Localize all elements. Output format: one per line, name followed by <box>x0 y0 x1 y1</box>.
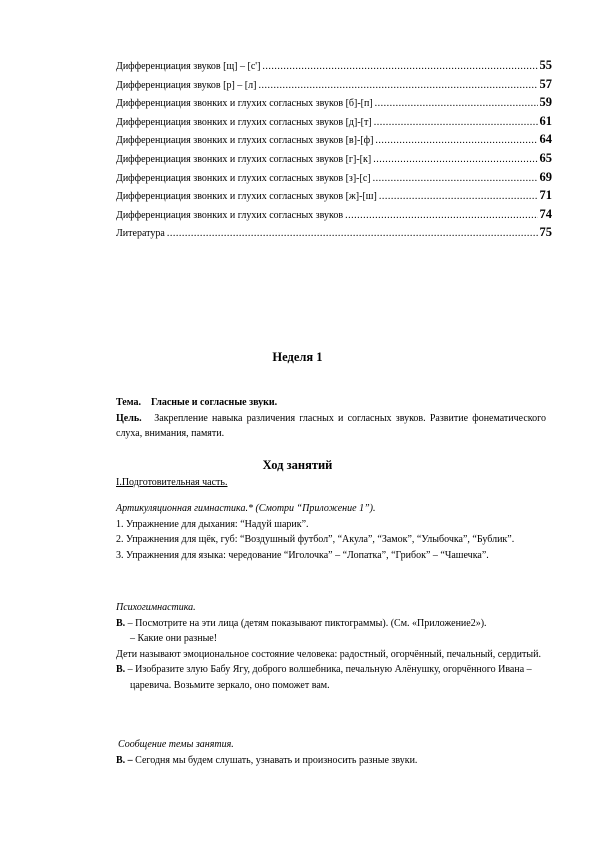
toc-entry-title: Дифференциация звуков [р] – [л] <box>116 79 257 91</box>
toc-entry <box>116 225 552 244</box>
theme-goal-block <box>116 395 546 442</box>
toc-entry <box>116 170 552 189</box>
psychogymnastics-block <box>116 600 546 693</box>
toc-entry-page: 64 <box>539 132 552 147</box>
toc-entry <box>116 114 552 133</box>
theme-line <box>116 395 546 411</box>
toc-entry-title: Дифференциация звонких и глухих согласных звуков [з]-[с] <box>116 172 371 184</box>
toc-leader-dots <box>379 191 538 202</box>
toc-entry-page: 61 <box>539 113 552 128</box>
toc-entry-page: 74 <box>539 206 552 221</box>
theme-label: Тема. <box>116 397 141 408</box>
toc-leader-dots <box>258 80 537 91</box>
toc-entry-title: Дифференциация звонких и глухих согласных звуков [ж]-[ш] <box>116 191 377 203</box>
toc-entry-page: 71 <box>539 188 552 203</box>
articulation-item: 2. Упражнения для щёк, губ: “Воздушный футбол”, “Акула”, “Замок”, “Улыбочка”, “Бублик”. <box>116 534 515 545</box>
psycho-paragraph-2: Дети называют эмоциональное состояние человека: радостный, огорчённый, печальный, сердитый. <box>116 648 541 660</box>
message-line <box>116 753 546 769</box>
toc-entry-page: 59 <box>539 95 552 110</box>
toc-entry <box>116 188 552 207</box>
toc-entry <box>116 151 552 170</box>
toc-entry <box>116 132 552 151</box>
articulation-block <box>116 501 546 563</box>
toc-entry-page: 75 <box>539 225 552 240</box>
toc-entry-title: Дифференциация звонких и глухих согласных звуков [г]-[к] <box>116 153 372 165</box>
toc-entry-title: Дифференциация звонких и глухих согласных звуков [в]-[ф] <box>116 135 374 147</box>
toc-entry <box>116 207 552 226</box>
week-title: Неделя 1 <box>272 350 323 364</box>
toc-entry-title: Дифференциация звонких и глухих согласных звуков [д]-[т] <box>116 116 372 128</box>
psycho-paragraph-3 <box>116 662 546 693</box>
toc-entry <box>116 77 552 96</box>
part1-block <box>116 475 546 491</box>
articulation-item: 1. Упражнение для дыхания: “Надуй шарик”. <box>116 518 309 530</box>
toc-leader-dots <box>373 173 538 184</box>
toc-leader-dots <box>345 210 537 221</box>
toc-leader-dots <box>375 98 538 109</box>
part1-title: I.Подготовительная часть. <box>116 477 228 488</box>
toc-leader-dots <box>374 117 538 128</box>
teacher-label: В. <box>116 617 126 629</box>
psycho-p3-text: – Изобразите злую Бабу Ягу, доброго волшебника, печальную Алёнушку, огорчённого Ивана – царевича. Возьмите зеркало, оно поможет вам. <box>125 664 532 691</box>
toc-entry-title: Дифференциация звонких и глухих согласных звуков [б]-[п] <box>116 98 373 110</box>
psycho-paragraph-1 <box>116 616 546 632</box>
toc-entry-page: 69 <box>539 169 552 184</box>
toc-entry-title: Дифференциация звонких и глухих согласных звуков <box>116 209 344 221</box>
psycho-p1-text: – Посмотрите на эти лица (детям показывают пиктограммы). (См. «Приложение2»). <box>125 617 487 629</box>
toc-entry-title: Дифференциация звуков [щ] – [с'] <box>116 61 261 72</box>
teacher-label: В. – <box>116 754 133 766</box>
message-title: Сообщение темы занятия. <box>118 739 234 750</box>
message-text: Сегодня мы будем слушать, узнавать и произносить разные звуки. <box>132 754 418 766</box>
toc-entry <box>116 95 552 114</box>
toc-leader-dots <box>262 61 537 72</box>
lesson-heading: Ход занятий <box>262 458 333 472</box>
toc-entry <box>116 58 552 77</box>
theme-text: Гласные и согласные звуки. <box>150 397 278 408</box>
toc-entry-page: 65 <box>539 150 552 165</box>
message-block <box>116 737 546 768</box>
goal-line <box>116 411 546 442</box>
teacher-label: В. <box>116 664 126 675</box>
articulation-title: Артикуляционная гимнастика.* (Смотри “Приложение 1”). <box>116 503 376 514</box>
goal-label: Цель. <box>116 412 142 424</box>
toc-entry-page: 57 <box>539 76 552 91</box>
toc-entry-page: 55 <box>539 58 552 72</box>
psycho-title: Психогимнастика. <box>116 602 196 613</box>
table-of-contents <box>116 58 552 244</box>
goal-text: Закрепление навыка различения гласных и согласных звуков. Развитие фонематического слуха, внимания, памяти. <box>116 412 546 439</box>
toc-leader-dots <box>373 154 537 165</box>
toc-entry-title: Литература <box>116 228 165 240</box>
toc-leader-dots <box>375 135 537 146</box>
articulation-item: 3. Упражнения для языка: чередование “Иголочка” – “Лопатка”, “Грибок” – “Чашечка”. <box>116 549 489 561</box>
psycho-sub: – Какие они разные! <box>130 633 218 644</box>
toc-leader-dots <box>167 228 538 239</box>
